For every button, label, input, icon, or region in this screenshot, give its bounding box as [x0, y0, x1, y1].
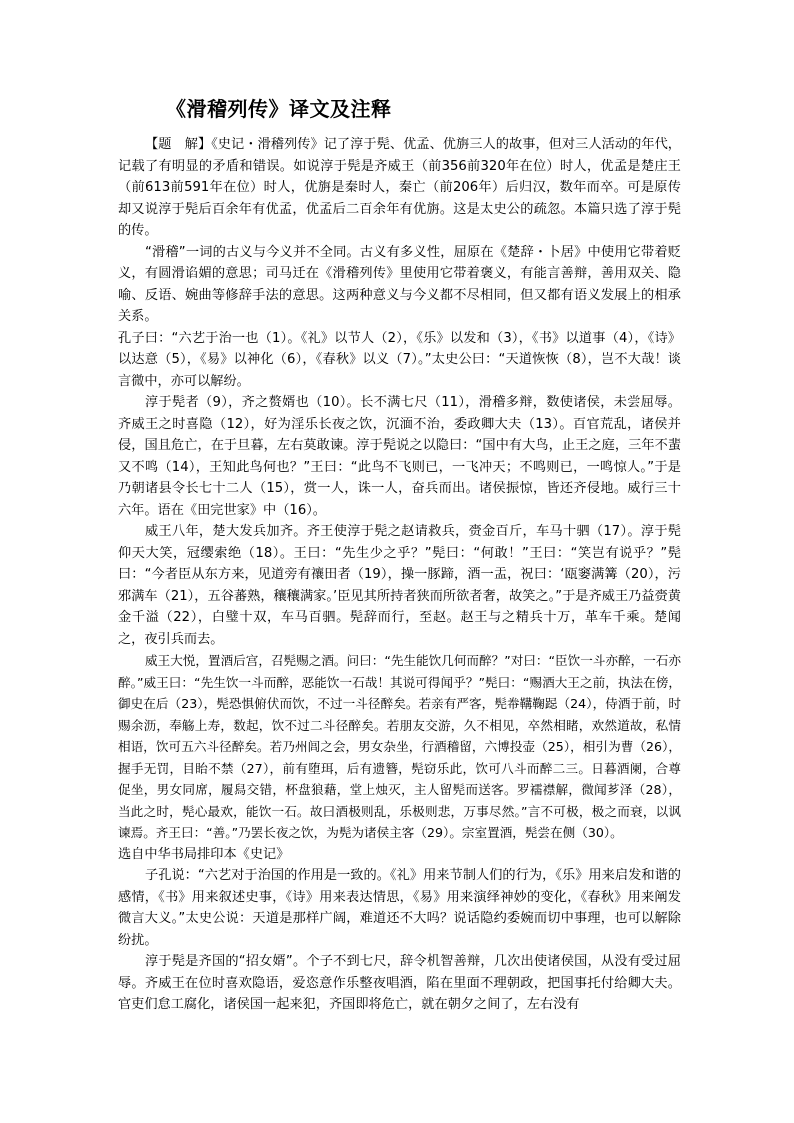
- source-note: 选自中华书局排印本《史记》: [118, 846, 290, 862]
- paragraph-huaji-meaning: “滑稽”一词的古义与今义并不全同。古义有多义性，屈原在《楚辞・卜居》中使用它带着贬义，有圆滑谄媚的意思；司马迁在《滑稽列传》里使用它带着褒义，有能言善辩，善用双关、隐喻、反语、婉曲等修辞手法的意思。这两种意义与今义都不尽相同，但又都有语义发展上的相承关系。: [118, 244, 681, 324]
- paragraph-confucius-quote: 孔子曰：“六艺于治一也（1）。《礼》以节人（2），《乐》以发和（3），《书》以道事（4），《诗》以达意（5），《易》以神化（6），《春秋》以义（7）。”太史公曰：“天道恢恢（8），岂不大哉！谈言微中，亦可以解纷。: [118, 330, 681, 389]
- paragraph-translation-confucius: 子孔说：“六艺对于治国的作用是一致的。《礼》用来节制人们的行为，《乐》用来启发和谐的感情，《书》用来叙述史事，《诗》用来表达情思，《易》用来演绎神妙的变化，《春秋》用来阐发微言大义。”太史公说：天道是那样广阔，难道还不大吗？说话隐约委婉而切中事理，也可以解除纷扰。: [118, 868, 681, 948]
- document-page: [118, 96, 681, 1016]
- paragraph-chunyu-kun-intro: 淳于髡者（9），齐之赘婿也（10）。长不满七尺（11），滑稽多辩，数使诸侯，未尝屈辱。齐威王之时喜隐（12），好为淫乐长夜之饮，沉湎不治，委政卿大夫（13）。百官荒乱，诸侯并侵，国且危亡，在于旦暮，左右莫敢谏。淳于髡说之以隐曰：“国中有大鸟，止王之庭，三年不蜚又不鸣（14），王知此鸟何也？”王曰：“此鸟不飞则已，一飞冲天；不鸣则已，一鸣惊人。”于是乃朝诸县令长七十二人（15），赏一人，诛一人，奋兵而出。诸侯振惊，皆还齐侵地。威行三十六年。语在《田完世家》中（16）。: [118, 395, 681, 518]
- page-title: 《滑稽列传》译文及注释: [166, 97, 392, 121]
- paragraph-translation-chunyu-kun: 淳于髡是齐国的“招女婿”。个子不到七尺，辞令机智善辩，几次出使诸侯国，从没有受过屈辱。齐威王在位时喜欢隐语，爱恣意作乐整夜唱酒，陷在里面不理朝政，把国事托付给卿大夫。官吏们怠工腐化，诸侯国一起来犯，齐国即将危亡，就在朝夕之间了，左右没有: [118, 954, 681, 1012]
- paragraph-chu-attack: 威王八年，楚大发兵加齐。齐王使淳于髡之赵请救兵，赍金百斤，车马十驷（17）。淳于髡仰天大笑，冠缨索绝（18）。王曰：“先生少之乎？”髡曰：“何敢！”王曰：“笑岂有说乎？”髡曰：“今者臣从东方来，见道旁有禳田者（19），操一豚蹄，酒一盂，祝曰：‘瓯窭满篝（20），污邪满车（21），五谷蕃熟，穰穰满家。’臣见其所持者狭而所欲者奢，故笑之。”于是齐威王乃益赍黄金千溢（22），白璧十双，车马百驷。髡辞而行，至赵。赵王与之精兵十万，革车千乘。楚闻之，夜引兵而去。: [118, 524, 681, 647]
- paragraph-banquet: 威王大悦，置酒后宫，召髡赐之酒。问曰：“先生能饮几何而醉？”对曰：“臣饮一斗亦醉，一石亦醉。”威王曰：“先生饮一斗而醉，恶能饮一石哉！其说可得闻乎？”髡曰：“赐酒大王之前，执法在傍，御史在后（23），髡恐惧俯伏而饮，不过一斗径醉矣。若亲有严客，髡帣鞲鞠跽（24），侍酒于前，时赐余沥，奉觞上寿，数起，饮不过二斗径醉矣。若朋友交游，久不相见，卒然相睹，欢然道故，私情相语，饮可五六斗径醉矣。若乃州闾之会，男女杂坐，行酒稽留，六博投壶（25），相引为曹（26），握手无罚，目眙不禁（27），前有堕珥，后有遗簪，髡窃乐此，饮可八斗而醉二三。日暮酒阑，合尊促坐，男女同席，履舄交错，杯盘狼藉，堂上烛灭，主人留髡而送客。罗襦襟解，微闻芗泽（28），当此之时，髡心最欢，能饮一石。故曰酒极则乱，乐极则悲，万事尽然。”言不可极，极之而衰，以讽谏焉。齐王曰：“善。”乃罢长夜之饮，为髡为诸侯主客（29）。宗室置酒，髡尝在侧（30）。: [118, 653, 681, 840]
- paragraph-title-explanation: 【题 解】《史记・滑稽列传》记了淳于髡、优孟、优旃三人的故事，但对三人活动的年代，记载了有明显的矛盾和错误。如说淳于髡是齐威王（前356前320年在位）时人，优孟是楚庄王（前613前591年在位）时人，优旃是秦时人，秦亡（前206年）后归汉，数年而卒。可是原传却又说淳于髡后百余年有优孟，优孟后二百余年有优旃。这是太史公的疏忽。本篇只选了淳于髡的传。: [118, 137, 681, 238]
